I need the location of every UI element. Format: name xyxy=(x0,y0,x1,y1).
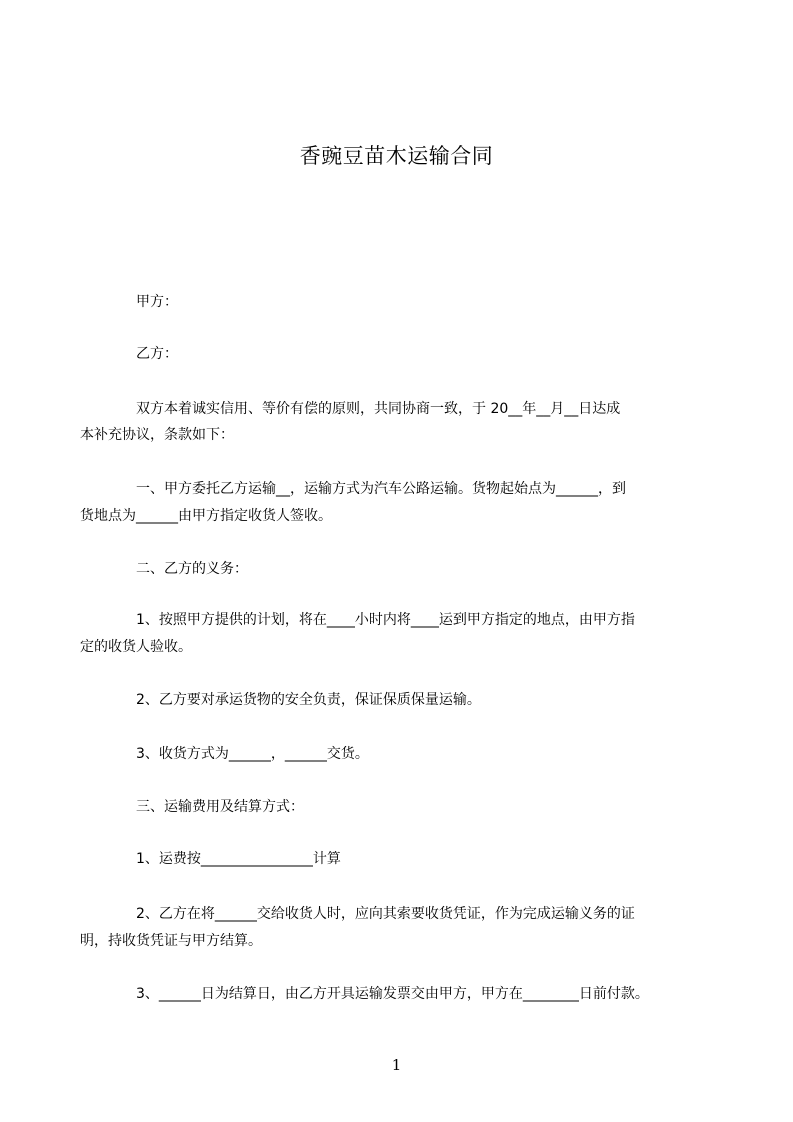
party-a-label: 甲方： xyxy=(136,294,178,310)
document-title: 香豌豆苗木运输合同 xyxy=(299,144,494,168)
clause-2-heading: 二、乙方的义务： xyxy=(136,561,248,577)
clause-3-item-2-line-2: 明，持收货凭证与甲方结算。 xyxy=(80,933,262,949)
clause-3-item-3: 3、______日为结算日，由乙方开具运输发票交由甲方，甲方在________日前付款。 xyxy=(136,986,649,1002)
clause-2-item-1-line-1: 1、按照甲方提供的计划，将在____小时内将____运到甲方指定的地点，由甲方指 xyxy=(136,612,635,628)
clause-1-line-1: 一、甲方委托乙方运输__，运输方式为汽车公路运输。货物起始点为______，到 xyxy=(136,481,626,497)
page-number: 1 xyxy=(391,1056,402,1074)
clause-2-item-1-line-2: 定的收货人验收。 xyxy=(80,639,192,655)
clause-1-line-2: 货地点为______由甲方指定收货人签收。 xyxy=(80,508,332,524)
clause-2-item-3: 3、收货方式为______，______交货。 xyxy=(136,746,369,762)
intro-line-1: 双方本着诚实信用、等价有偿的原则，共同协商一致，于 20__年__月__日达成 xyxy=(136,401,621,417)
party-b-label: 乙方： xyxy=(136,346,178,362)
clause-3-item-1: 1、运费按________________计算 xyxy=(136,851,341,867)
clause-3-item-2-line-1: 2、乙方在将______交给收货人时，应向其索要收货凭证，作为完成运输义务的证 xyxy=(136,906,635,922)
clause-2-item-2: 2、乙方要对承运货物的安全负责，保证保质保量运输。 xyxy=(136,692,481,708)
intro-line-2: 本补充协议，条款如下： xyxy=(80,427,234,443)
clause-3-heading: 三、运输费用及结算方式： xyxy=(136,799,304,815)
